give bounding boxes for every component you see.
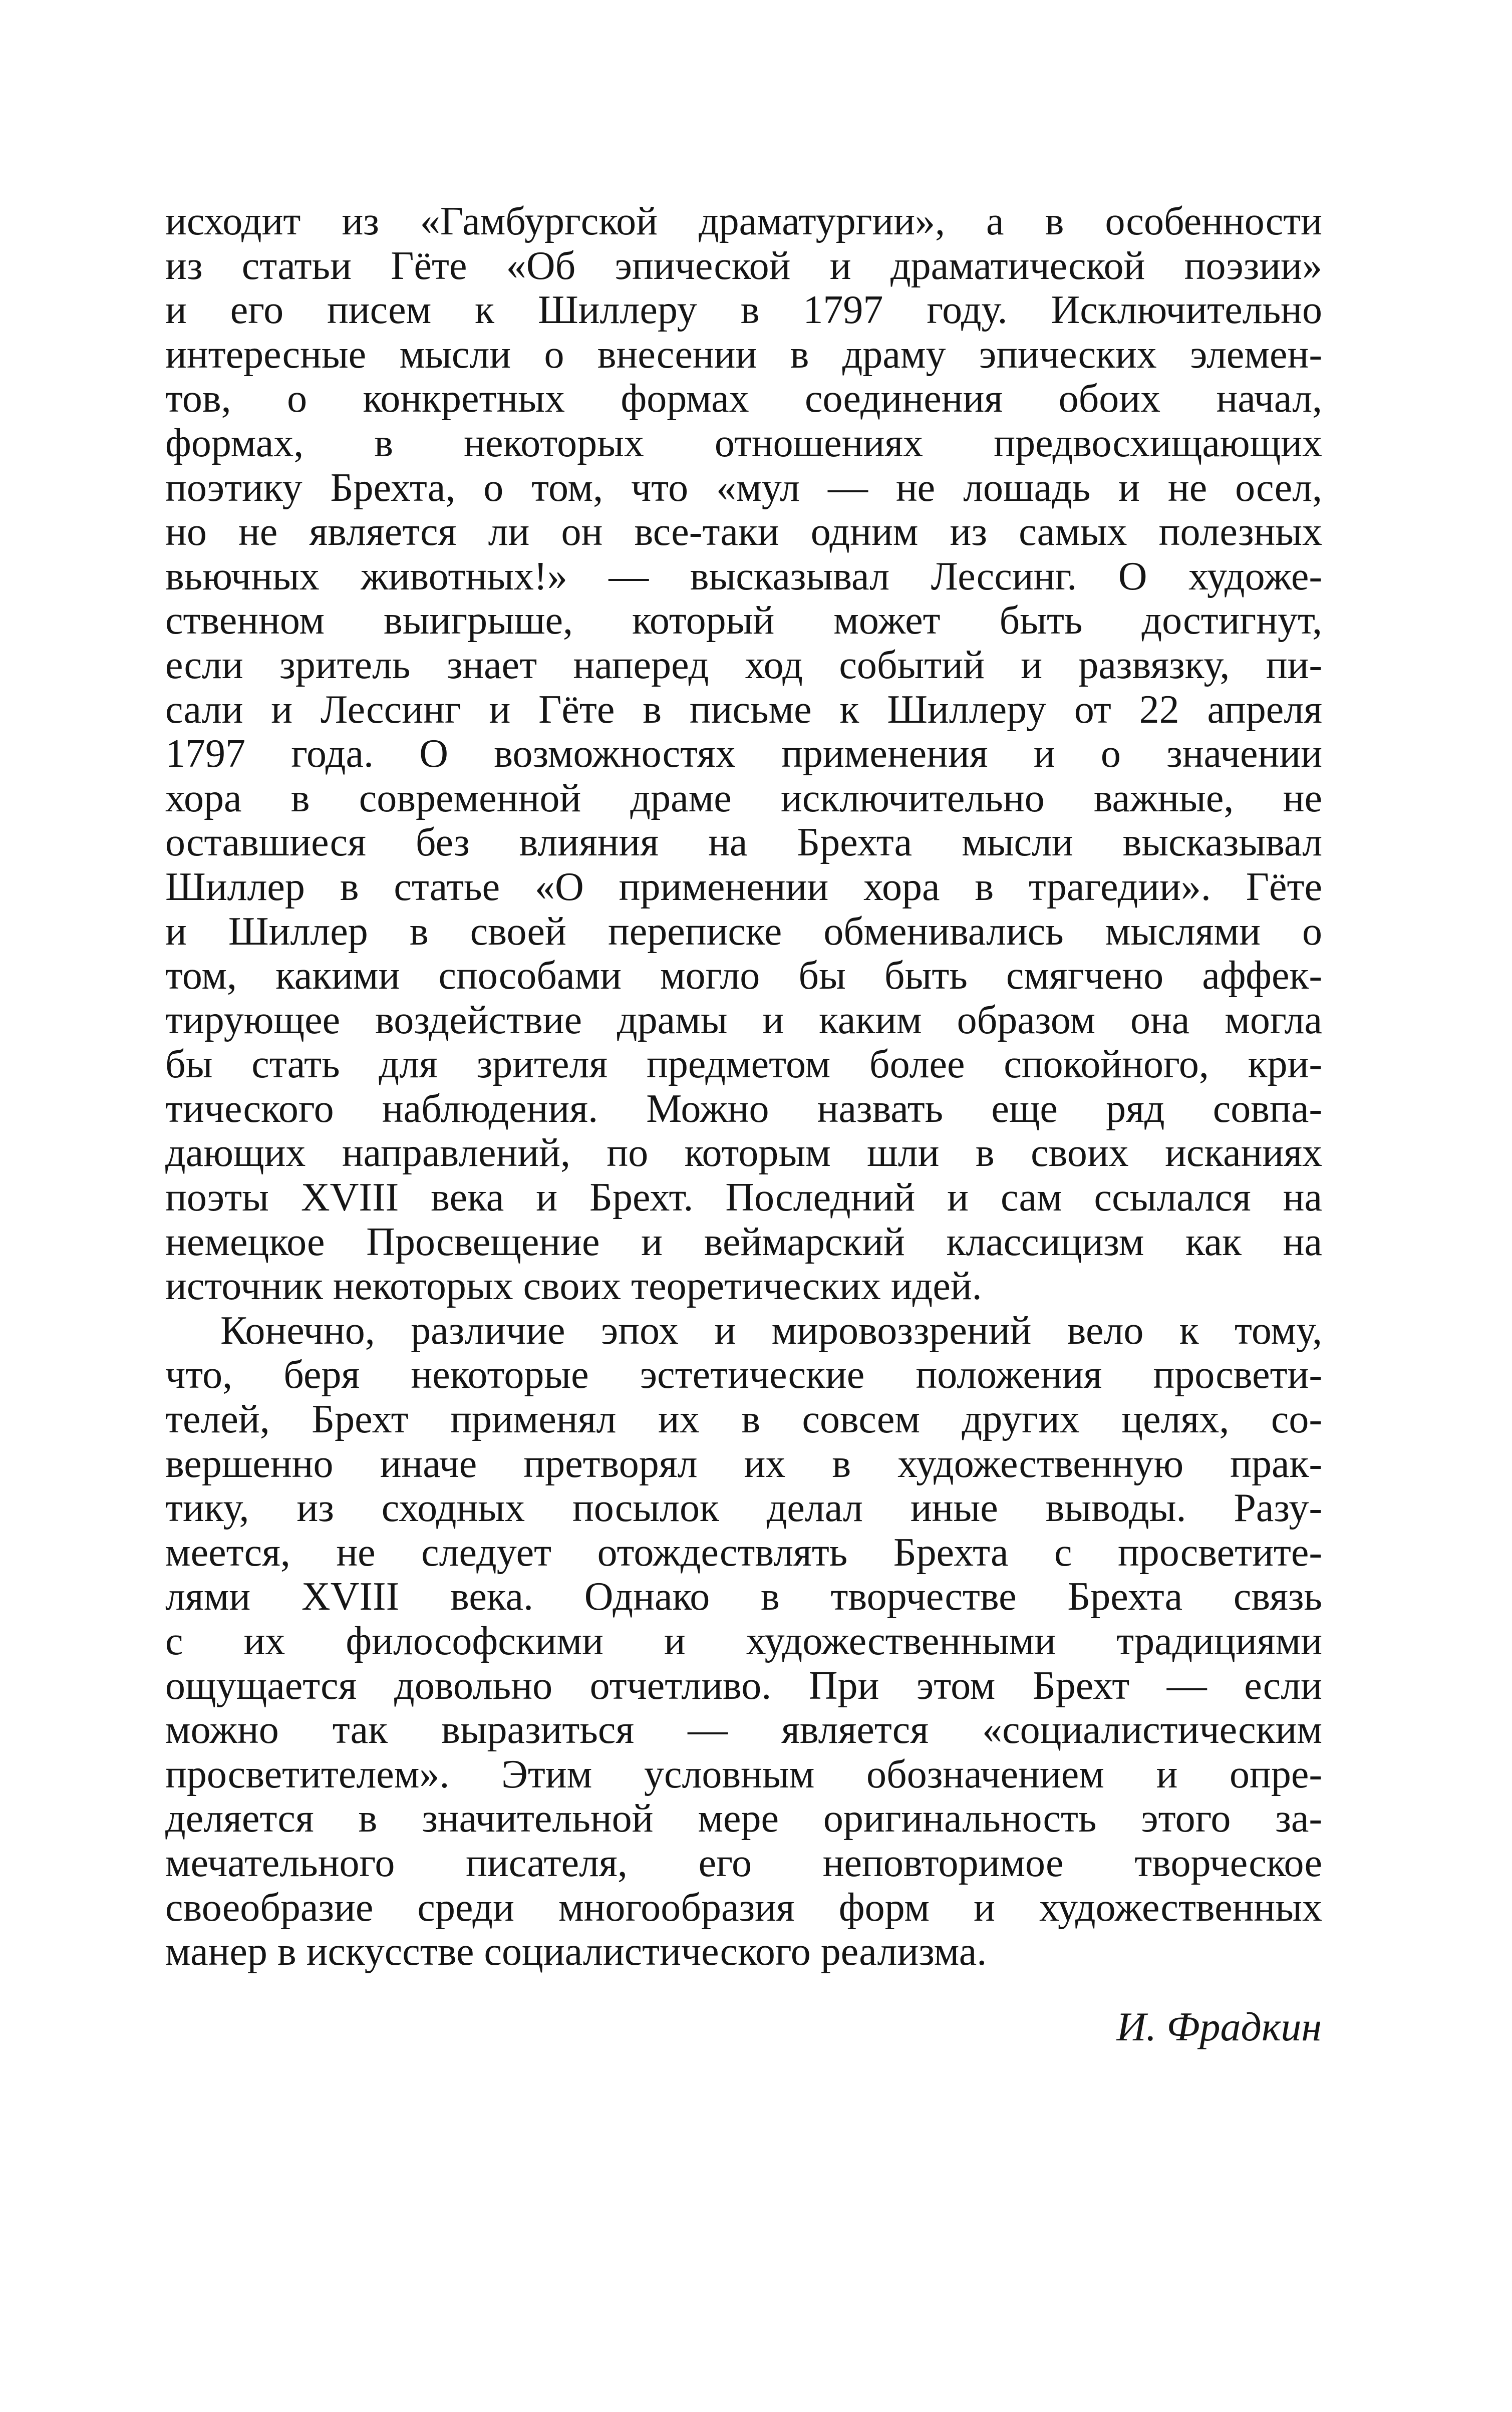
paragraph [165,199,1322,1309]
text-line: но не является ли он все-таки одним из самых полезных [165,510,1322,554]
text-line: деляется в значительной мере оригинальность этого за- [165,1796,1322,1841]
text-line: немецкое Просвещение и веймарский классицизм как на [165,1220,1322,1264]
author-signature: И. Фрадкин [1116,2004,1322,2049]
text-line: с их философскими и художественными традициями [165,1619,1322,1663]
body-text [165,199,1322,1974]
text-line: вьючных животных!» — высказывал Лессинг. О художе- [165,554,1322,598]
text-line: ственном выигрыше, который может быть достигнут, [165,598,1322,643]
text-line: хора в современной драме исключительно важные, не [165,776,1322,820]
text-line: тику, из сходных посылок делал иные выводы. Разу- [165,1486,1322,1531]
text-line: манер в искусстве социалистического реализма. [165,1930,987,1974]
paragraph [165,1309,1322,1974]
text-line: бы стать для зрителя предметом более спокойного, кри- [165,1042,1322,1087]
text-line: том, какими способами могло бы быть смягчено аффек- [165,954,1322,998]
text-line: и Шиллер в своей переписке обменивались мыслями о [165,909,1322,954]
text-line: своеобразие среди многообразия форм и художественных [165,1885,1322,1930]
text-line: поэты XVIII века и Брехт. Последний и сам ссылался на [165,1175,1322,1220]
text-line: вершенно иначе претворял их в художественную прак- [165,1441,1322,1486]
text-line: источник некоторых своих теоретических идей. [165,1264,982,1309]
text-line: лями XVIII века. Однако в творчестве Брехта связь [165,1575,1322,1619]
text-line: дающих направлений, по которым шли в своих исканиях [165,1131,1322,1175]
text-line: Шиллер в статье «О применении хора в трагедии». Гёте [165,864,1322,909]
text-line: если зритель знает наперед ход событий и развязку, пи- [165,643,1322,687]
text-line: 1797 года. О возможностях применения и о значении [165,732,1322,776]
text-line: ощущается довольно отчетливо. При этом Брехт — если [165,1663,1322,1708]
text-line: тирующее воздействие драмы и каким образом она могла [165,998,1322,1042]
text-line: Конечно, различие эпох и мировоззрений вело к тому, [220,1308,1322,1353]
text-line: меется, не следует отождествлять Брехта с просветите- [165,1530,1322,1575]
text-line: интересные мысли о внесении в драму эпических элемен- [165,332,1322,377]
text-line: формах, в некоторых отношениях предвосхищающих [165,421,1322,465]
text-line: тов, о конкретных формах соединения обоих начал, [165,377,1322,421]
text-line: мечательного писателя, его неповторимое творческое [165,1841,1322,1885]
text-line: и его писем к Шиллеру в 1797 году. Исключительно [165,288,1322,333]
text-line: поэтику Брехта, о том, что «мул — не лошадь и не осел, [165,465,1322,510]
text-line: можно так выразиться — является «социалистическим [165,1708,1322,1752]
text-line: телей, Брехт применял их в совсем других целях, со- [165,1397,1322,1442]
text-line: оставшиеся без влияния на Брехта мысли высказывал [165,820,1322,865]
text-line: тического наблюдения. Можно назвать еще ряд совпа- [165,1086,1322,1131]
text-line: из статьи Гёте «Об эпической и драматической поэзии» [165,243,1322,288]
text-line: исходит из «Гамбургской драматургии», а в особенности [165,199,1322,243]
text-line: просветителем». Этим условным обозначением и опре- [165,1752,1322,1796]
text-line: что, беря некоторые эстетические положения просвети- [165,1353,1322,1397]
text-line: сали и Лессинг и Гёте в письме к Шиллеру от 22 апреля [165,687,1322,732]
